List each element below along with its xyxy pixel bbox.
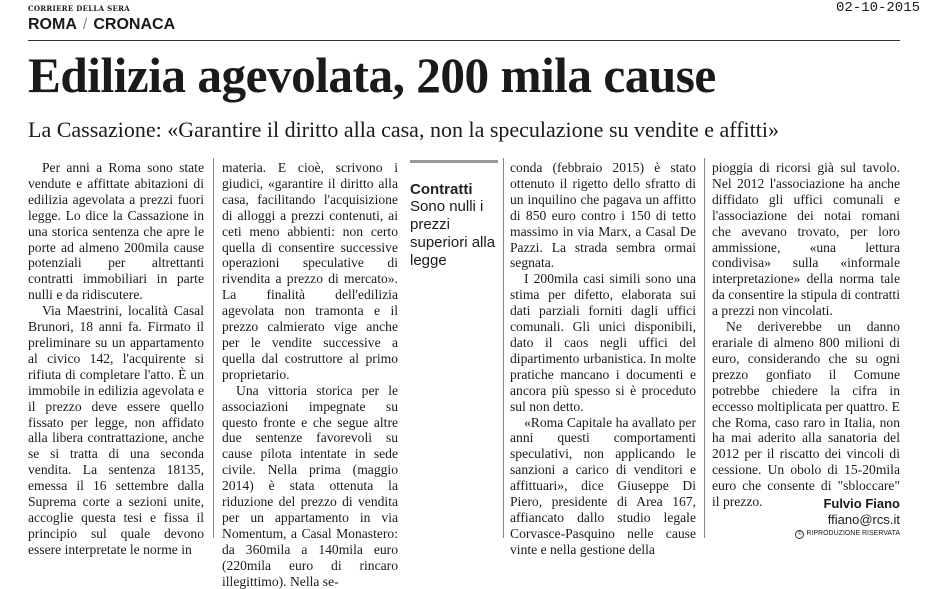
- publication-date: 02-10-2015: [835, 0, 920, 16]
- paragraph: Ne deriverebbe un danno erariale di almeno 800 milioni di euro, considerando che su ogni prezzo gonfiato il Comune potrebbe chiedere la cifra in eccesso moltiplicata per quattro. E che Roma, caso raro in Italia, non ha mai aderito alla sanatoria del 2012 per il riscatto dei vincoli di cessione. Un obolo di 15-20mila euro che consente di "sbloccare" il prezzo.: [712, 319, 900, 510]
- sidebar-title: Contratti: [410, 181, 473, 198]
- section-separator: /: [82, 16, 88, 33]
- article-column-3: [510, 160, 696, 558]
- section-breadcrumb: [28, 16, 175, 34]
- paragraph: materia. E cioè, scrivono i giudici, «garantire il diritto alla casa, facilitando l'acquisizione di alloggi a prezzi contenuti, ai ceti meno abbienti: non certo quella di consentire successive operazioni speculative di rivendita a prezzo di mercato». La finalità dell'edilizia agevolata non tramonta e il prezzo calmierato vige anche per le vendite successive a quella dal costruttore al primo proprietario.: [222, 160, 398, 382]
- paragraph: conda (febbraio 2015) è stato ottenuto il rigetto dello sfratto di un inquilino che pagava un affitto di 850 euro contro i 150 di tetto massimo in via Marx, a Casal De Pazzi. La strada sembra ormai segnata.: [510, 160, 696, 271]
- byline: Fulvio Fiano: [823, 496, 900, 511]
- article-column-4: [712, 160, 900, 510]
- paragraph: I 200mila casi simili sono una stima per difetto, elaborata sui dati parziali forniti dagli uffici comunali. Gli unici disponibili, dato il caos negli uffici del dipartimento urbanistica. In molte pratiche mancano i documenti e ancora più spesso si è proceduto sul non detto.: [510, 271, 696, 414]
- column-divider: [213, 158, 214, 538]
- section-label: ROMA: [28, 16, 77, 33]
- subsection-label: CRONACA: [93, 16, 176, 33]
- rights-notice: [795, 530, 900, 539]
- paragraph: «Roma Capitale ha avallato per anni questi comportamenti speculativi, non applicando le sanzioni a carico di venditori e affittuari», dice Giuseppe Di Piero, presidente di Area 167, affiancato dallo studio legale Corvasce-Pasquino nelle cause vinte e nella gestione della: [510, 414, 696, 557]
- article-column-1: [28, 160, 204, 558]
- paragraph: pioggia di ricorsi già sul tavolo. Nel 2012 l'associazione ha anche diffidato gli uffici comunali e l'associazione dei notai romani che avevano trovato, per loro ammissione, «una lettura condivisa» sulla «informale interpretazione» della norma tale da consentire la stipula di contratti a prezzi non vincolati.: [712, 160, 900, 319]
- headline: Edilizia agevolata, 200 mila cause: [28, 47, 716, 103]
- masthead: CORRIERE DELLA SERA: [28, 4, 130, 13]
- paragraph: Per anni a Roma sono state vendute e affittate abitazioni di edilizia agevolata a prezzi fuori legge. Lo dice la Cassazione in una storica sentenza che apre le porte ad almeno 200mila cause potenziali per altrettanti contratti immobiliari in parte nulli e da ridiscutere.: [28, 160, 204, 303]
- header-divider: [28, 40, 900, 41]
- column-divider: [704, 158, 705, 538]
- rights-text: RIPRODUZIONE RISERVATA: [806, 530, 900, 537]
- article-column-2: [222, 160, 398, 589]
- subheadline: La Cassazione: «Garantire il diritto alla casa, non la speculazione su vendite e affitti»: [28, 117, 779, 142]
- author-email[interactable]: ffiano@rcs.it: [827, 512, 900, 527]
- paragraph: Via Maestrini, località Casal Brunori, 18 anni fa. Firmato il preliminare su un appartamento al civico 142, l'acquirente si rifiuta di completare l'atto. È un immobile in edilizia agevolata e il prezzo deve essere quello fissato per legge, non affidato alla libera contrattazione, anche se si tratta di una seconda vendita. La sentenza 18135, emessa il 16 settembre dalla Suprema corte a sezioni unite, accoglie questa tesi e fissa il principio sul quale devono essere interpretate le norme in: [28, 303, 204, 557]
- paragraph: Una vittoria storica per le associazioni impegnate su questo fronte e che segue altre due sentenze favorevoli su cause pilota intentate in sede civile. Nella prima (maggio 2014) è stata ottenuta la riduzione del prezzo di vendita per un appartamento in via Nomentum, a Casal Monastero: da 360mila a 140mila euro (220mila euro di rincaro illegittimo). Nella se-: [222, 382, 398, 589]
- sidebar-body: Sono nulli i prezzi superiori alla legge: [410, 198, 496, 269]
- copyright-icon: ©: [795, 530, 804, 539]
- sidebar-box: [410, 160, 498, 270]
- column-divider: [503, 158, 504, 538]
